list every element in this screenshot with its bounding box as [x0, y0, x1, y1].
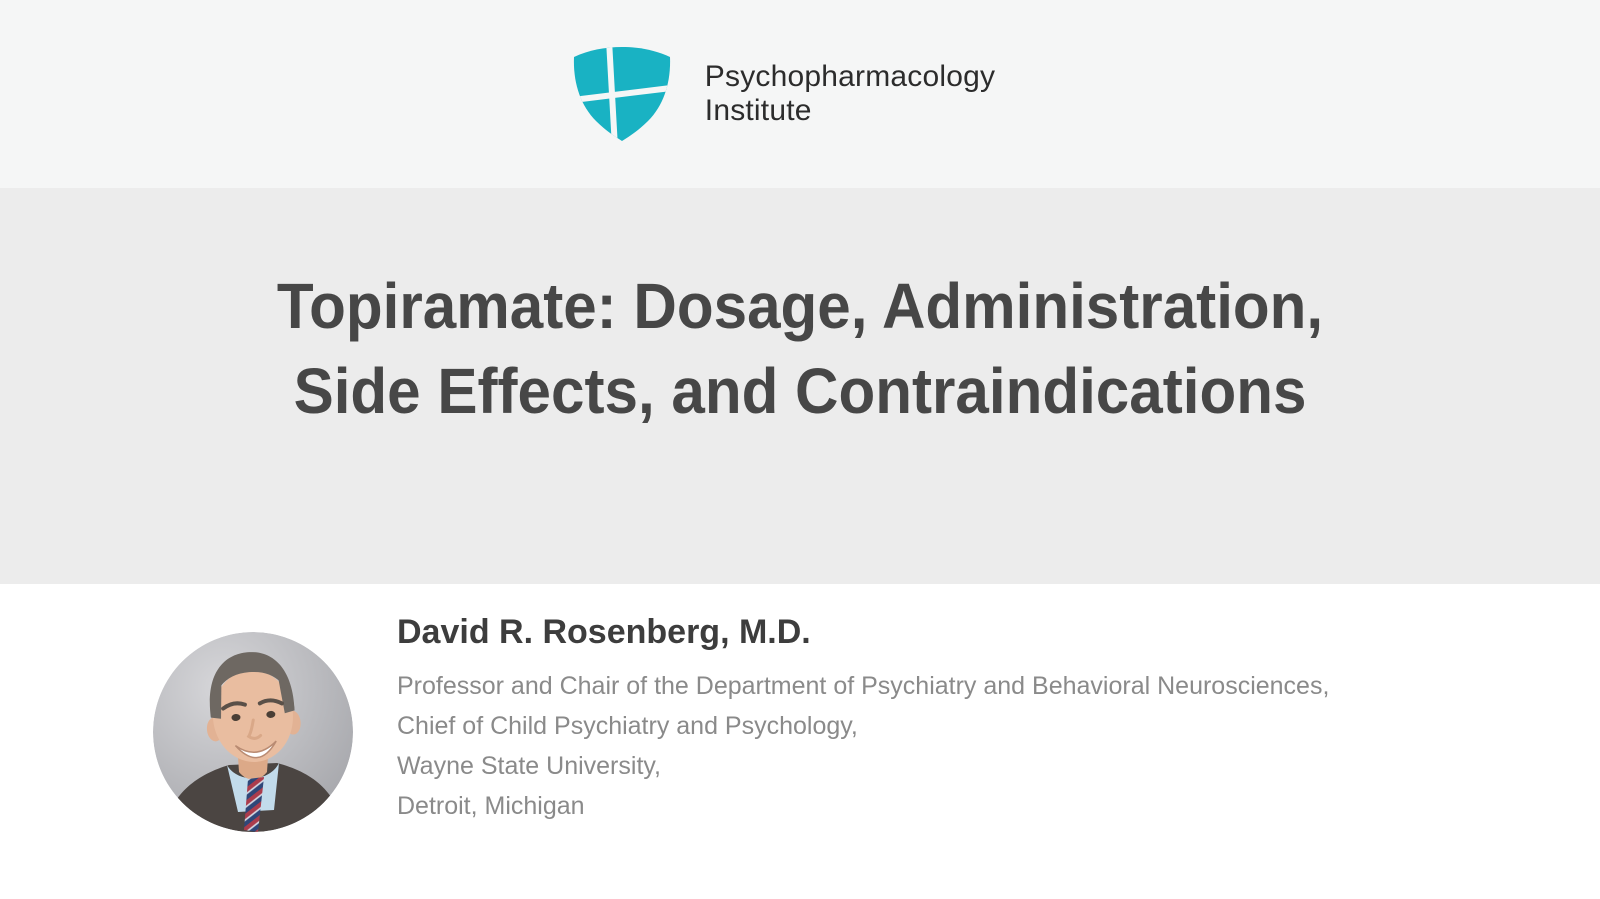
- author-credential-line: Detroit, Michigan: [397, 792, 585, 820]
- author-credential-line: Professor and Chair of the Department of Psychiatry and Behavioral Neurosciences,: [397, 672, 1330, 700]
- page-title-line1: Topiramate: Dosage, Administration,: [276, 270, 1324, 342]
- brand-name-line2: Institute: [704, 94, 812, 127]
- author-credential-line: Wayne State University,: [397, 752, 661, 780]
- brand-name: [705, 60, 995, 128]
- author-info: [397, 610, 1497, 826]
- brand-logo-group: [569, 44, 995, 144]
- brand-name-line1: Psychopharmacology: [704, 60, 996, 93]
- author-section: [0, 584, 1600, 899]
- page-title: [48, 264, 1552, 434]
- author-name: David R. Rosenberg, M.D.: [397, 613, 811, 651]
- title-band: [0, 188, 1600, 584]
- page-title-line2: Side Effects, and Contraindications: [293, 355, 1307, 427]
- author-credential-line: Chief of Child Psychiatry and Psychology,: [397, 712, 858, 740]
- header: [0, 0, 1600, 188]
- shield-cross-icon: [569, 44, 675, 144]
- author-photo: [153, 632, 353, 832]
